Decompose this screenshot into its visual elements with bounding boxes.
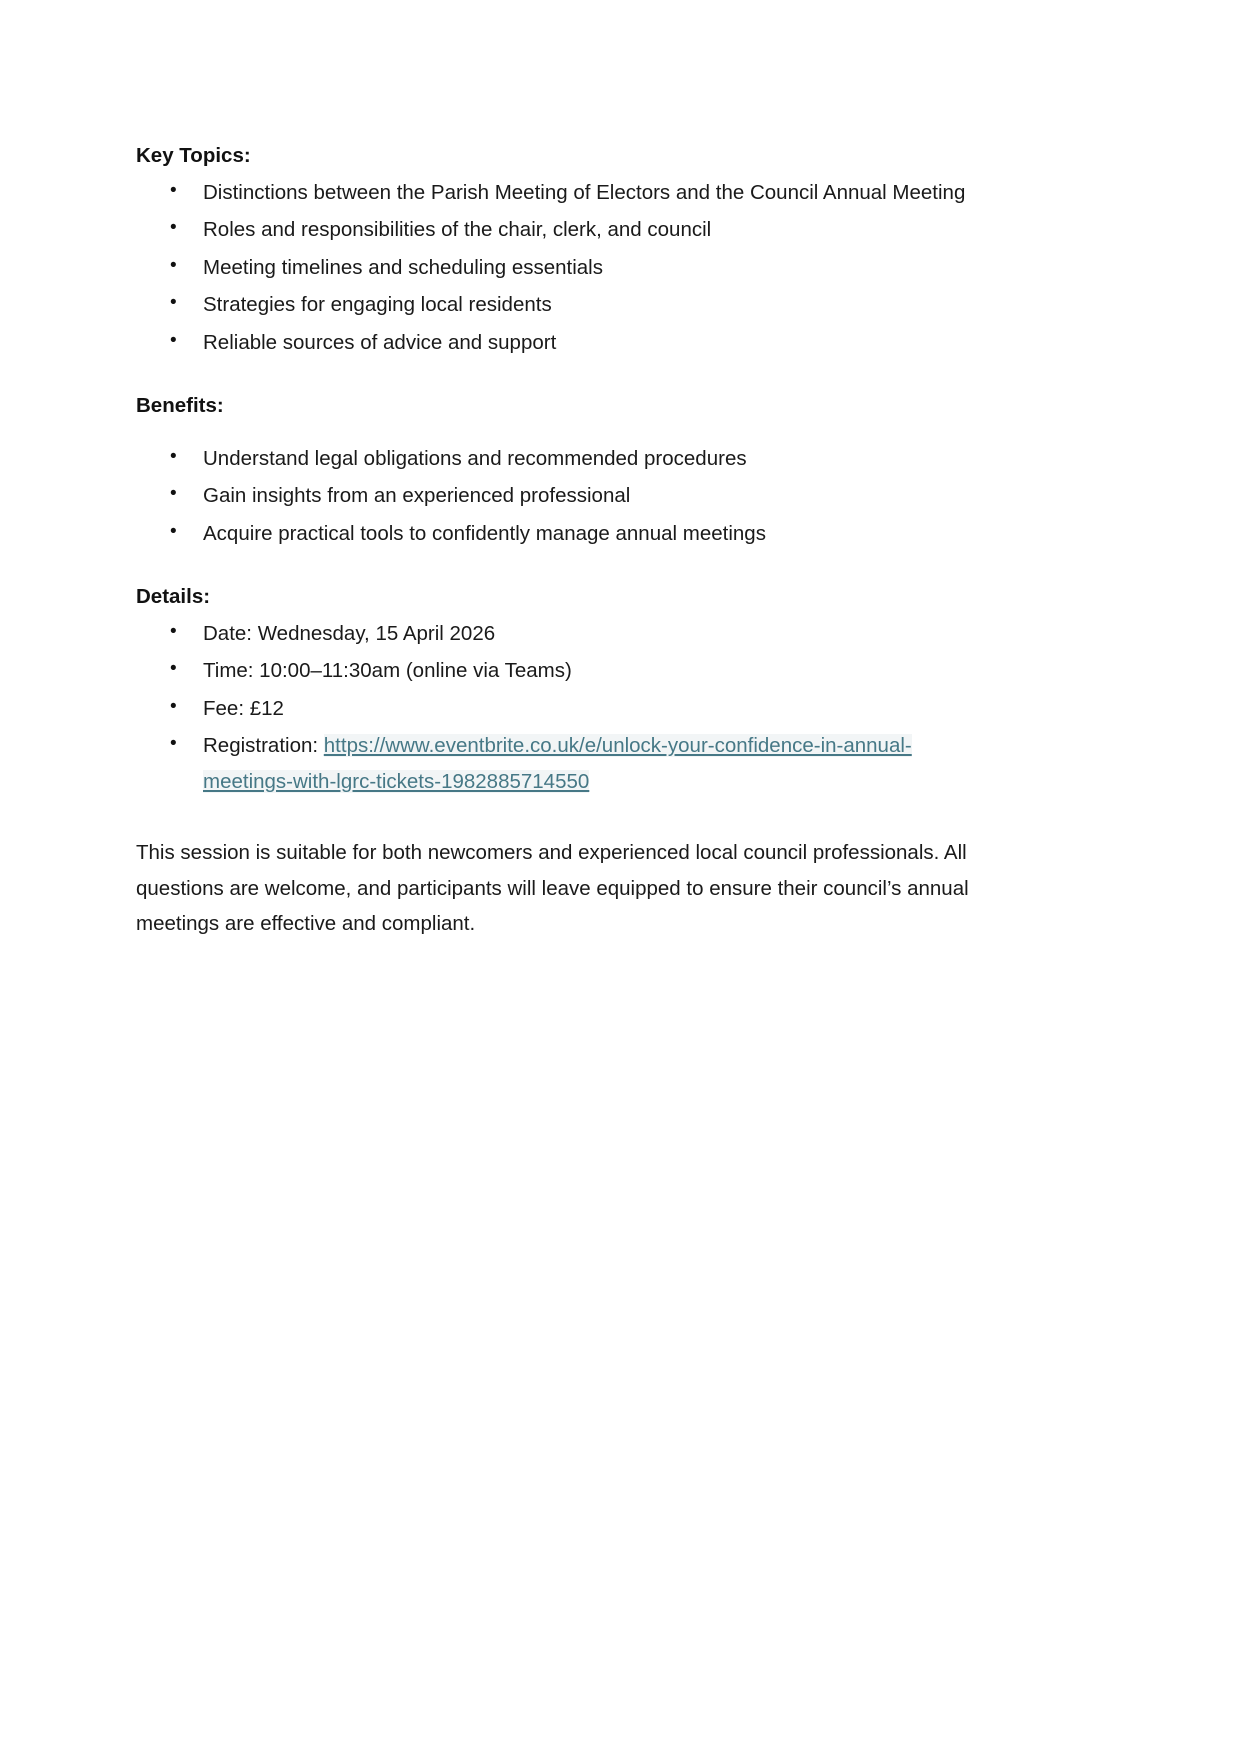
key-topics-list (136, 175, 986, 360)
list-item: • Fee: £12 (136, 691, 986, 726)
registration-label: Registration: (203, 734, 324, 758)
list-item: • Reliable sources of advice and support (136, 325, 986, 360)
list-item: • Roles and responsibilities of the chair, clerk, and council (136, 212, 986, 247)
list-item: • Time: 10:00–11:30am (online via Teams) (136, 653, 986, 688)
benefits-list (136, 441, 986, 551)
details-list (136, 616, 986, 799)
list-item: • Acquire practical tools to confidently manage annual meetings (136, 516, 986, 551)
registration-link[interactable]: https://www.eventbrite.co.uk/e/unlock-your-confidence-in-annual-meetings-with-lgrc-tickets-1982885714550 (203, 734, 912, 793)
list-item: • Gain insights from an experienced professional (136, 478, 986, 513)
list-item: • Date: Wednesday, 15 April 2026 (136, 616, 986, 651)
list-item: • Strategies for engaging local residents (136, 287, 986, 322)
list-item: • Understand legal obligations and recommended procedures (136, 441, 986, 476)
list-item-registration (136, 728, 986, 799)
closing-paragraph: This session is suitable for both newcomers and experienced local council professionals. All questions are welcome, and participants will leave equipped to ensure their council’s annual meetings are effective and compliant. (136, 841, 969, 936)
list-item: • Meeting timelines and scheduling essentials (136, 250, 986, 285)
section-heading-details: Details: (136, 585, 211, 609)
list-item: • Distinctions between the Parish Meeting of Electors and the Council Annual Meeting (136, 175, 986, 210)
section-heading-benefits: Benefits: (136, 394, 224, 418)
document-content (136, 140, 986, 942)
section-heading-key-topics: Key Topics: (136, 144, 251, 167)
